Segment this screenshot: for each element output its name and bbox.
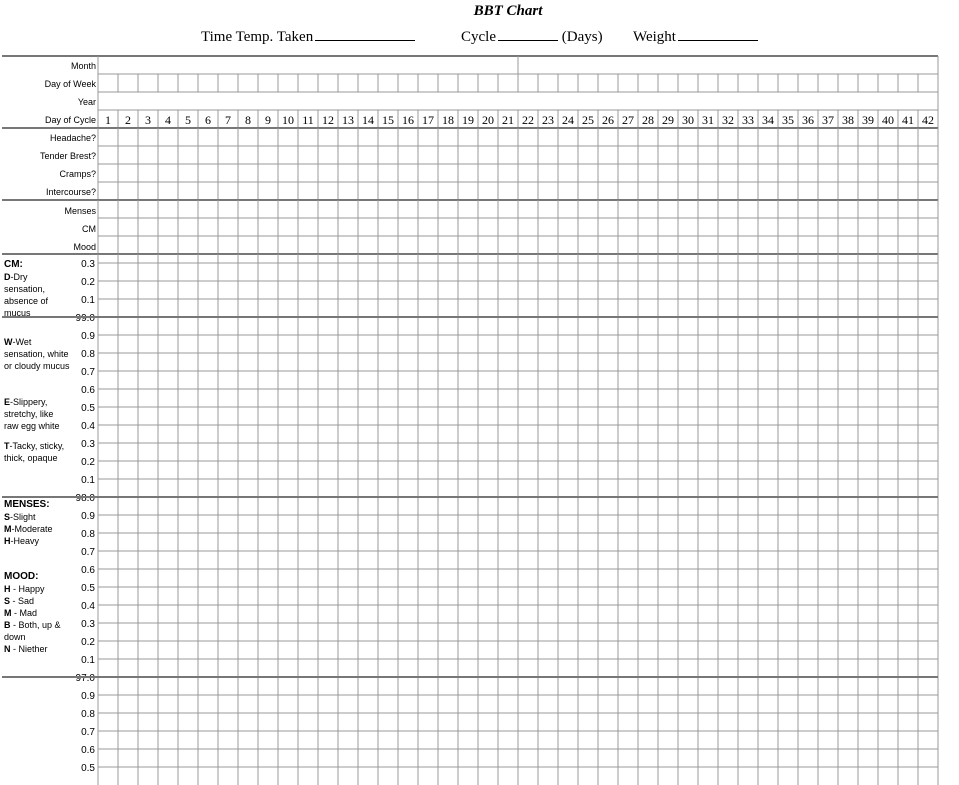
- day-number: 16: [402, 113, 414, 127]
- temperature-label: 0.2: [81, 637, 95, 648]
- day-number: 13: [342, 113, 354, 127]
- legend-mood-item: B - Both, up & down: [4, 620, 61, 642]
- temperature-label: 0.5: [81, 763, 95, 774]
- day-number: 22: [522, 113, 534, 127]
- temperature-label: 0.6: [81, 565, 95, 576]
- day-number: 8: [245, 113, 251, 127]
- symptom-label: Headache?: [49, 133, 96, 143]
- day-number: 18: [442, 113, 454, 127]
- day-number: 1: [105, 113, 111, 127]
- day-number: 40: [882, 113, 894, 127]
- temperature-label: 0.1: [81, 475, 95, 486]
- day-number: 31: [702, 113, 714, 127]
- days-label: (Days): [561, 29, 603, 45]
- day-number: 29: [662, 113, 674, 127]
- temperature-label: 0.5: [81, 583, 95, 594]
- weight-label: Weight: [633, 29, 676, 45]
- temperature-label: 0.5: [81, 403, 95, 414]
- temperature-label: 0.1: [81, 655, 95, 666]
- legend-cm: [4, 259, 70, 464]
- legend-cm-item: E-Slippery, stretchy, like raw egg white: [4, 397, 60, 431]
- temperature-label: 0.2: [81, 457, 95, 468]
- legend-cm-item: T-Tacky, sticky, thick, opaque: [4, 441, 65, 463]
- temperature-label: 98.0: [75, 493, 95, 504]
- day-number: 39: [862, 113, 874, 127]
- day-number: 25: [582, 113, 594, 127]
- symptom-label: Tender Brest?: [39, 151, 96, 161]
- temperature-label: 0.8: [81, 529, 95, 540]
- temperature-label: 0.9: [81, 511, 95, 522]
- day-number: 23: [542, 113, 554, 127]
- temperature-label: 0.3: [81, 259, 95, 270]
- temperature-label: 0.6: [81, 745, 95, 756]
- legend-menses-item: S-Slight: [4, 512, 36, 522]
- legend-menses-item: M-Moderate: [4, 524, 53, 534]
- day-number: 20: [482, 113, 494, 127]
- temperature-label: 0.1: [81, 295, 95, 306]
- day-number: 4: [165, 113, 171, 127]
- day-number: 27: [622, 113, 634, 127]
- day-number: 17: [422, 113, 434, 127]
- symptom-label: Intercourse?: [45, 187, 96, 197]
- day-number: 11: [302, 113, 314, 127]
- temperature-label: 0.2: [81, 277, 95, 288]
- day-number: 36: [802, 113, 814, 127]
- day-number: 33: [742, 113, 754, 127]
- day-number: 7: [225, 113, 231, 127]
- row-label: Month: [70, 61, 96, 71]
- temperature-label: 0.4: [81, 421, 95, 432]
- day-number: 2: [125, 113, 131, 127]
- day-number: 24: [562, 113, 574, 127]
- legend-cm-heading: CM:: [4, 259, 23, 270]
- day-number: 19: [462, 113, 474, 127]
- temperature-label: 0.4: [81, 601, 95, 612]
- day-number: 30: [682, 113, 694, 127]
- legend-mood-item: N - Niether: [4, 644, 48, 654]
- cycle-label: Cycle: [461, 29, 496, 45]
- legend-menses: [4, 499, 70, 547]
- day-number: 37: [822, 113, 834, 127]
- day-number: 38: [842, 113, 854, 127]
- day-number: 3: [145, 113, 151, 127]
- day-number: 15: [382, 113, 394, 127]
- day-number: 5: [185, 113, 191, 127]
- day-number: 35: [782, 113, 794, 127]
- temperature-label: 0.6: [81, 385, 95, 396]
- temperature-label: 0.3: [81, 439, 95, 450]
- day-number: 32: [722, 113, 734, 127]
- day-number: 26: [602, 113, 614, 127]
- temperature-label: 0.9: [81, 331, 95, 342]
- symptom-label: Cramps?: [59, 169, 96, 179]
- chart-title: BBT Chart: [473, 3, 543, 19]
- legend-menses-item: H-Heavy: [4, 536, 40, 546]
- time-temp-label: Time Temp. Taken: [201, 29, 314, 45]
- legend-mood-item: H - Happy: [4, 584, 45, 594]
- day-number: 12: [322, 113, 334, 127]
- temperature-label: 0.8: [81, 709, 95, 720]
- temperature-label: 0.7: [81, 547, 95, 558]
- day-number: 6: [205, 113, 211, 127]
- day-number: 41: [902, 113, 914, 127]
- row-label: Year: [77, 97, 96, 107]
- temperature-label: 0.9: [81, 691, 95, 702]
- legend-mood-item: M - Mad: [4, 608, 38, 618]
- day-number: 34: [762, 113, 774, 127]
- tracking-label: Menses: [64, 206, 96, 216]
- row-label: Day of Cycle: [44, 115, 96, 125]
- day-number: 21: [502, 113, 514, 127]
- day-number: 9: [265, 113, 271, 127]
- tracking-label: Mood: [73, 242, 96, 252]
- temperature-label: 0.7: [81, 727, 95, 738]
- legend-mood-heading: MOOD:: [4, 571, 39, 582]
- day-number: 10: [282, 113, 294, 127]
- day-number: 28: [642, 113, 654, 127]
- legend-cm-item: W-Wet sensation, white or cloudy mucus: [4, 337, 70, 371]
- legend-menses-heading: MENSES:: [4, 499, 50, 510]
- legend-mood: [4, 571, 70, 655]
- temperature-label: 97.0: [75, 673, 95, 684]
- row-label: Day of Week: [44, 79, 96, 89]
- temperature-label: 99.0: [75, 313, 95, 324]
- temperature-label: 0.3: [81, 619, 95, 630]
- day-number: 14: [362, 113, 374, 127]
- legend-cm-item: D-Dry sensation, absence of mucus: [4, 272, 49, 318]
- legend-mood-item: S - Sad: [4, 596, 35, 606]
- day-number: 42: [922, 113, 934, 127]
- tracking-label: CM: [82, 224, 96, 234]
- temperature-label: 0.8: [81, 349, 95, 360]
- temperature-label: 0.7: [81, 367, 95, 378]
